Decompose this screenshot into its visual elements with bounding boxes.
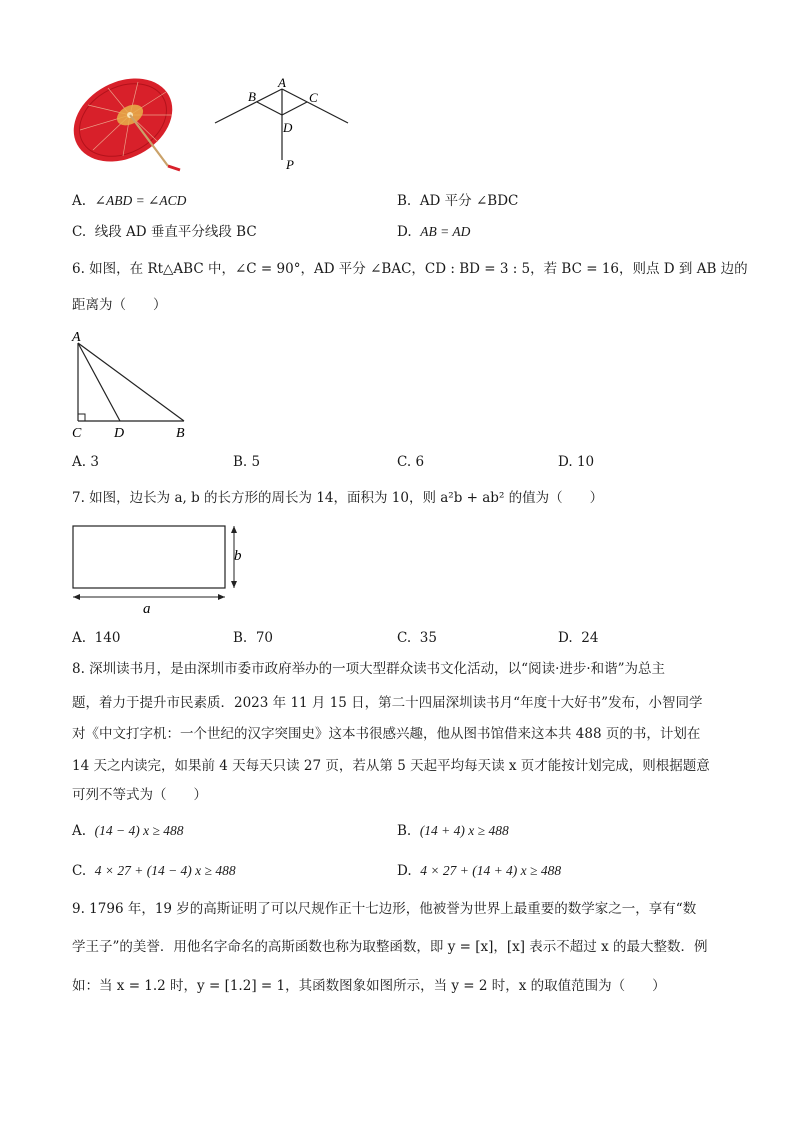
label-c: C (309, 90, 318, 105)
q6-option-c: C. 6 (397, 454, 425, 470)
rectangle (73, 526, 225, 588)
q8-stem-line3: 对《中文打字机：一个世纪的汉字突围史》这本书很感兴趣，他从图书馆借来这本共 488 页的书，计划在 (72, 726, 701, 742)
q6-stem-line2: 距离为（ ） (72, 297, 167, 313)
q8-option-b: B. (14 + 4) x ≥ 488 (397, 823, 509, 839)
q5-option-a-text: ∠ABD = ∠ACD (94, 193, 187, 208)
q5-option-d-text: AB = AD (420, 224, 471, 239)
q8-option-c: C. 4 × 27 + (14 − 4) x ≥ 488 (72, 863, 236, 879)
q6-option-d: D. 10 (558, 454, 595, 470)
q7-option-d: D. 24 (558, 630, 599, 646)
label-b: b (234, 548, 242, 564)
umbrella-image (68, 70, 188, 180)
umbrella-figure (68, 70, 188, 180)
label-b: B (248, 89, 256, 104)
q5-option-b: B. AD 平分 ∠BDC (397, 193, 519, 209)
q7-rectangle-figure (68, 520, 258, 620)
label-b: B (176, 426, 185, 440)
q8-stem-line5: 可列不等式为（ ） (72, 787, 207, 803)
label-d: D (114, 426, 125, 440)
q7-option-b: B. 70 (233, 630, 273, 646)
right-angle-mark (78, 414, 85, 421)
q6-stem-line1: 6. 如图，在 Rt△ABC 中，∠C = 90°，AD 平分 ∠BAC，CD : BD = 3 : 5，若 BC = 16，则点 D 到 AB 边的 (72, 261, 748, 277)
line-bd (257, 102, 282, 115)
q5-option-c: C. 线段 AD 垂直平分线段 BC (72, 224, 257, 240)
q6-triangle-figure (68, 328, 198, 440)
q6-option-a: A. 3 (72, 454, 99, 470)
q5-option-d: D. AB = AD (397, 224, 471, 240)
q5-option-b-text: AD 平分 ∠BDC (419, 193, 519, 209)
q9-stem-line1: 9. 1796 年，19 岁的高斯证明了可以尺规作正十七边形，他被誉为世界上最重要的数学家之一，享有“数 (72, 901, 697, 917)
label-a: a (143, 601, 151, 617)
q8-option-d: D. 4 × 27 + (14 + 4) x ≥ 488 (397, 863, 562, 879)
side-ab (78, 343, 184, 421)
q7-option-c: C. 35 (397, 630, 437, 646)
q8-option-a: A. (14 − 4) x ≥ 488 (72, 823, 184, 839)
label-c: C (72, 426, 82, 440)
label-d: D (283, 120, 293, 135)
line-cd (282, 102, 307, 115)
q8-stem-line1: 8. 深圳读书月，是由深圳市委市政府举办的一项大型群众读书文化活动，以“阅读·进步·和谐”为总主 (72, 661, 666, 677)
q6-option-b: B. 5 (233, 454, 261, 470)
q8-stem-line4: 14 天之内读完，如果前 4 天每天只读 27 页，若从第 5 天起平均每天读 x 页才能按计划完成，则根据题意 (72, 758, 710, 774)
label-a: A (278, 75, 286, 90)
q8-stem-line2: 题，着力于提升市民素质．2023 年 11 月 15 日，第二十四届深圳读书月“年度十大好书”发布，小智同学 (72, 695, 703, 711)
segment-ad (78, 343, 120, 421)
q9-stem-line2: 学王子”的美誉．用他名字命名的高斯函数也称为取整函数，即 y = [x]，[x] 表示不超过 x 的最大整数．例 (72, 939, 708, 955)
q5-option-c-text: 线段 AD 垂直平分线段 BC (94, 224, 257, 240)
q5-option-a: A. ∠ABD = ∠ACD (72, 193, 187, 209)
q7-stem-line1: 7. 如图，边长为 a, b 的长方形的周长为 14，面积为 10，则 a²b + ab² 的值为（ ） (72, 490, 604, 506)
geometry-figure (210, 75, 355, 175)
label-a: A (72, 330, 81, 345)
label-p: P (286, 157, 294, 172)
q9-stem-line3: 如：当 x = 1.2 时，y = [1.2] = 1，其函数图象如图所示，当 y = 2 时，x 的取值范围为（ ） (72, 978, 666, 994)
q7-option-a: A. 140 (72, 630, 121, 646)
